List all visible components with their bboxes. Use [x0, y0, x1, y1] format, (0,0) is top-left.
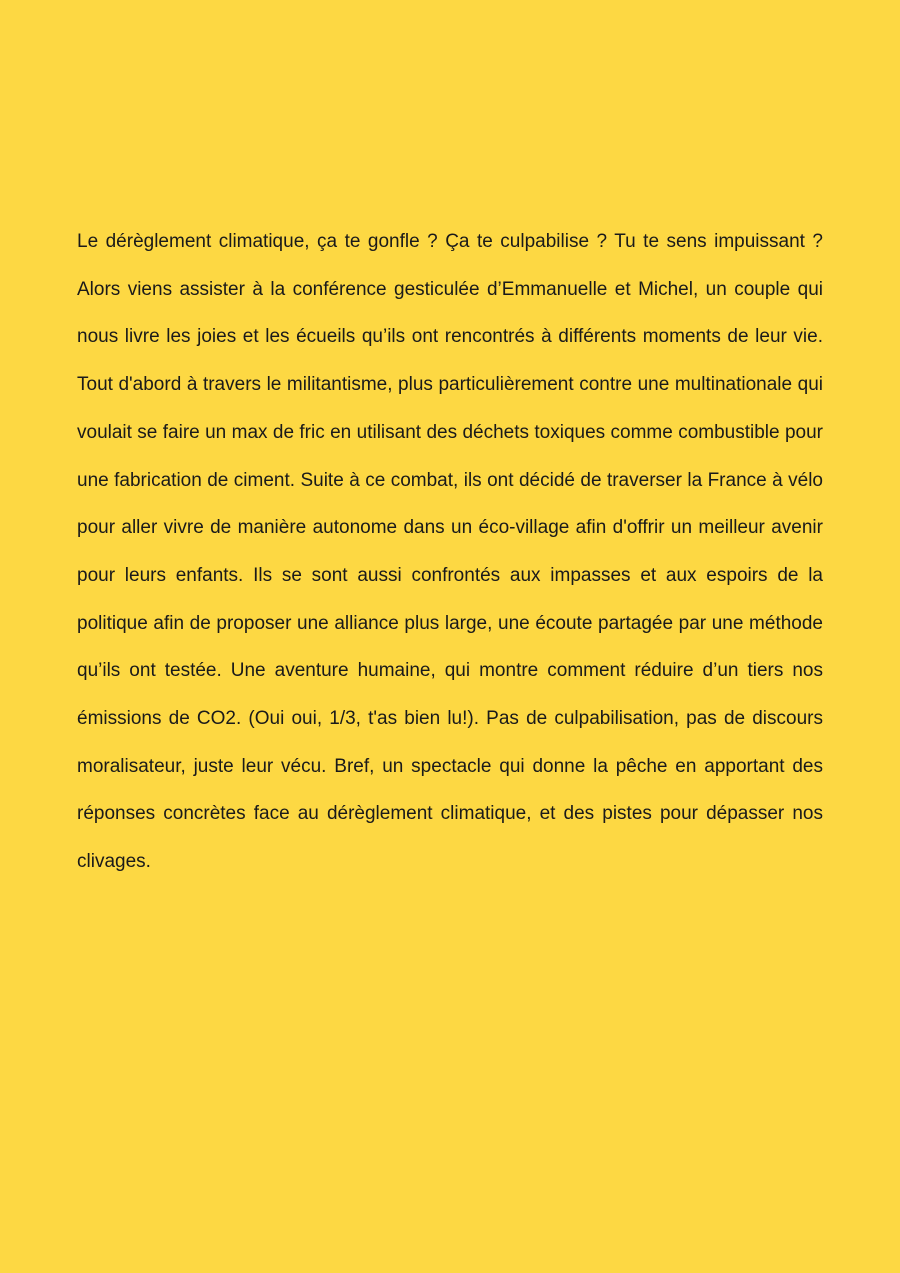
body-paragraph: Le dérèglement climatique, ça te gonfle ? Ça te culpabilise ? Tu te sens impuissant ? Alors viens assister à la conférence gesticulée d’Emmanuelle et Michel, un couple qui nous livre les joies et les écueils qu’ils ont rencontrés à différents moments de leur vie. Tout d'abord à travers le militantisme, plus particulièrement contre une multinationale qui voulait se faire un max de fric en utilisant des déchets toxiques comme combustible pour une fabrication de ciment. Suite à ce combat, ils ont décidé de traverser la France à vélo pour aller vivre de manière autonome dans un éco-village afin d'offrir un meilleur avenir pour leurs enfants. Ils se sont aussi confrontés aux impasses et aux espoirs de la politique afin de proposer une alliance plus large, une écoute partagée par une méthode qu’ils ont testée. Une aventure humaine, qui montre comment réduire d’un tiers nos émissions de CO2. (Oui oui, 1/3, t'as bien lu!). Pas de culpabilisation, pas de discours moralisateur, juste leur vécu. Bref, un spectacle qui donne la pêche en apportant des réponses concrètes face au dérèglement climatique, et des pistes pour dépasser nos clivages.	[77, 231, 823, 873]
